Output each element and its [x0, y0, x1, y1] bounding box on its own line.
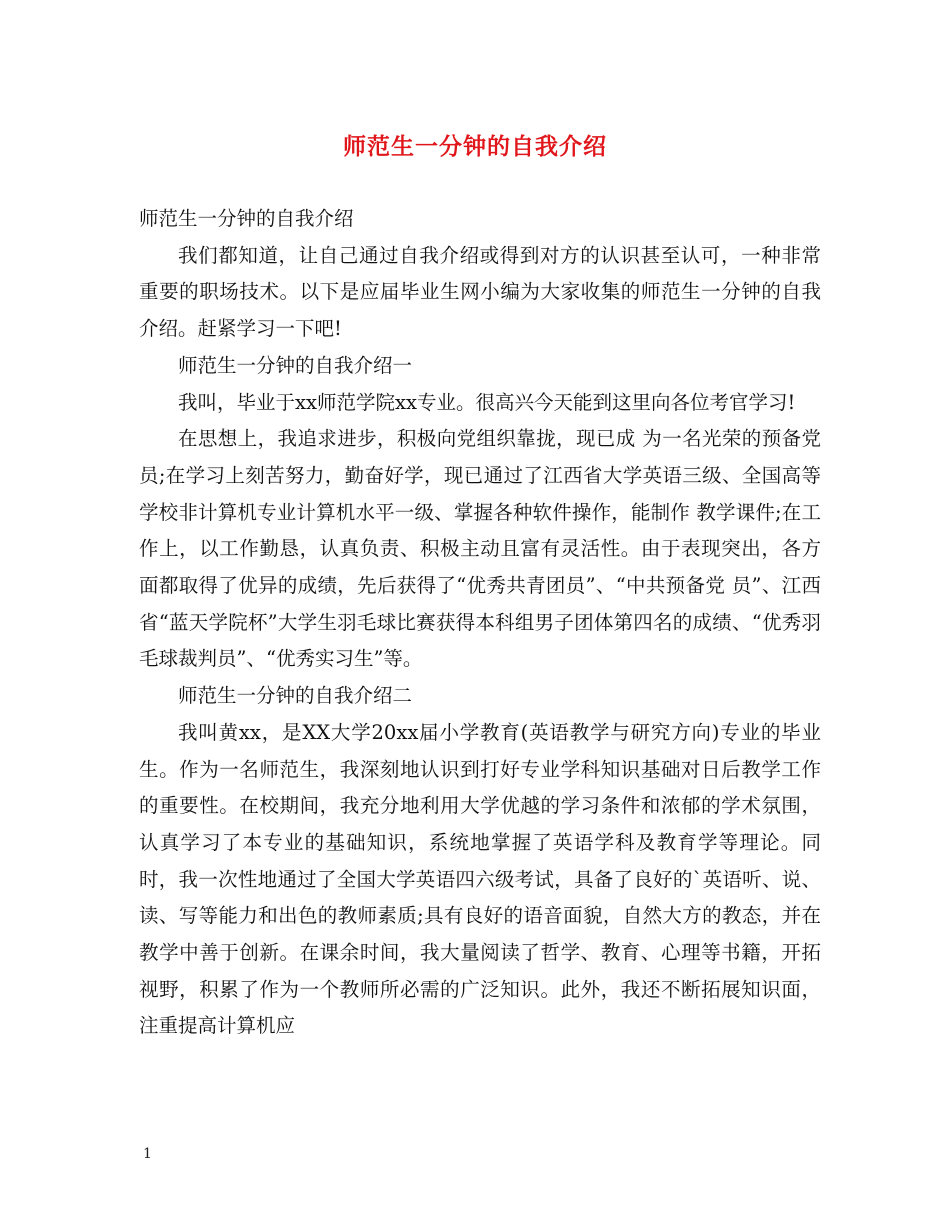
paragraph-one-opening: 我叫，毕业于xx师范学院xx专业。很高兴今天能到这里向各位考官学习!: [178, 390, 796, 414]
paragraph-two: 我叫黄xx，是XX大学20xx届小学教育(英语教学与研究方向)专业的毕业生。作为一名师范生，我深刻地认识到打好专业学科知识基础对日后教学工作的重要性。在校期间，我充分地利用大学优越的学习条件和浓郁的学术氛围，认真学习了本专业的基础知识，系统地掌握了英语学科及教育学等理论。同时，我一次性地通过了全国大学英语四六级考试，具备了良好的`英语听、说、读、写等能力和出色的教师素质;具有良好的语音面貌，自然大方的教态，并在教学中善于创新。在课余时间，我大量阅读了哲学、教育、心理等书籍，开拓视野，积累了作为一个教师所必需的广泛知识。此外，我还不断拓展知识面，注重提高计算机应: [139, 720, 821, 1038]
intro-paragraph: 我们都知道，让自己通过自我介绍或得到对方的认识甚至认可，一种非常重要的职场技术。以下是应届毕业生网小编为大家收集的师范生一分钟的自我介绍。赶紧学习一下吧!: [139, 243, 821, 341]
page-title: 师范生一分钟的自我介绍: [343, 133, 607, 160]
paragraph-one-details: 在思想上，我追求进步，积极向党组织靠拢，现已成 为一名光荣的预备党员;在学习上刻苦努力，勤奋好学，现已通过了江西省大学英语三级、全国高等学校非计算机专业计算机水平一级、掌握各种软件操作，能制作 教学课件;在工作上，以工作勤恳，认真负责、积极主动且富有灵活性。由于表现突出，各方面都取得了优异的成绩，先后获得了“优秀共青团员”、“中共预备党 员”、江西省“蓝天学院杯”大学生羽毛球比赛获得本科组男子团体第四名的成绩、“优秀羽毛球裁判员”、“优秀实习生”等。: [139, 427, 821, 671]
document-body: [139, 201, 821, 1045]
section-heading-two: 师范生一分钟的自我介绍二: [178, 684, 413, 708]
section-heading-one: 师范生一分钟的自我介绍一: [178, 353, 413, 377]
subtitle-paragraph: 师范生一分钟的自我介绍: [139, 207, 354, 230]
page-number: 1: [143, 1146, 152, 1162]
